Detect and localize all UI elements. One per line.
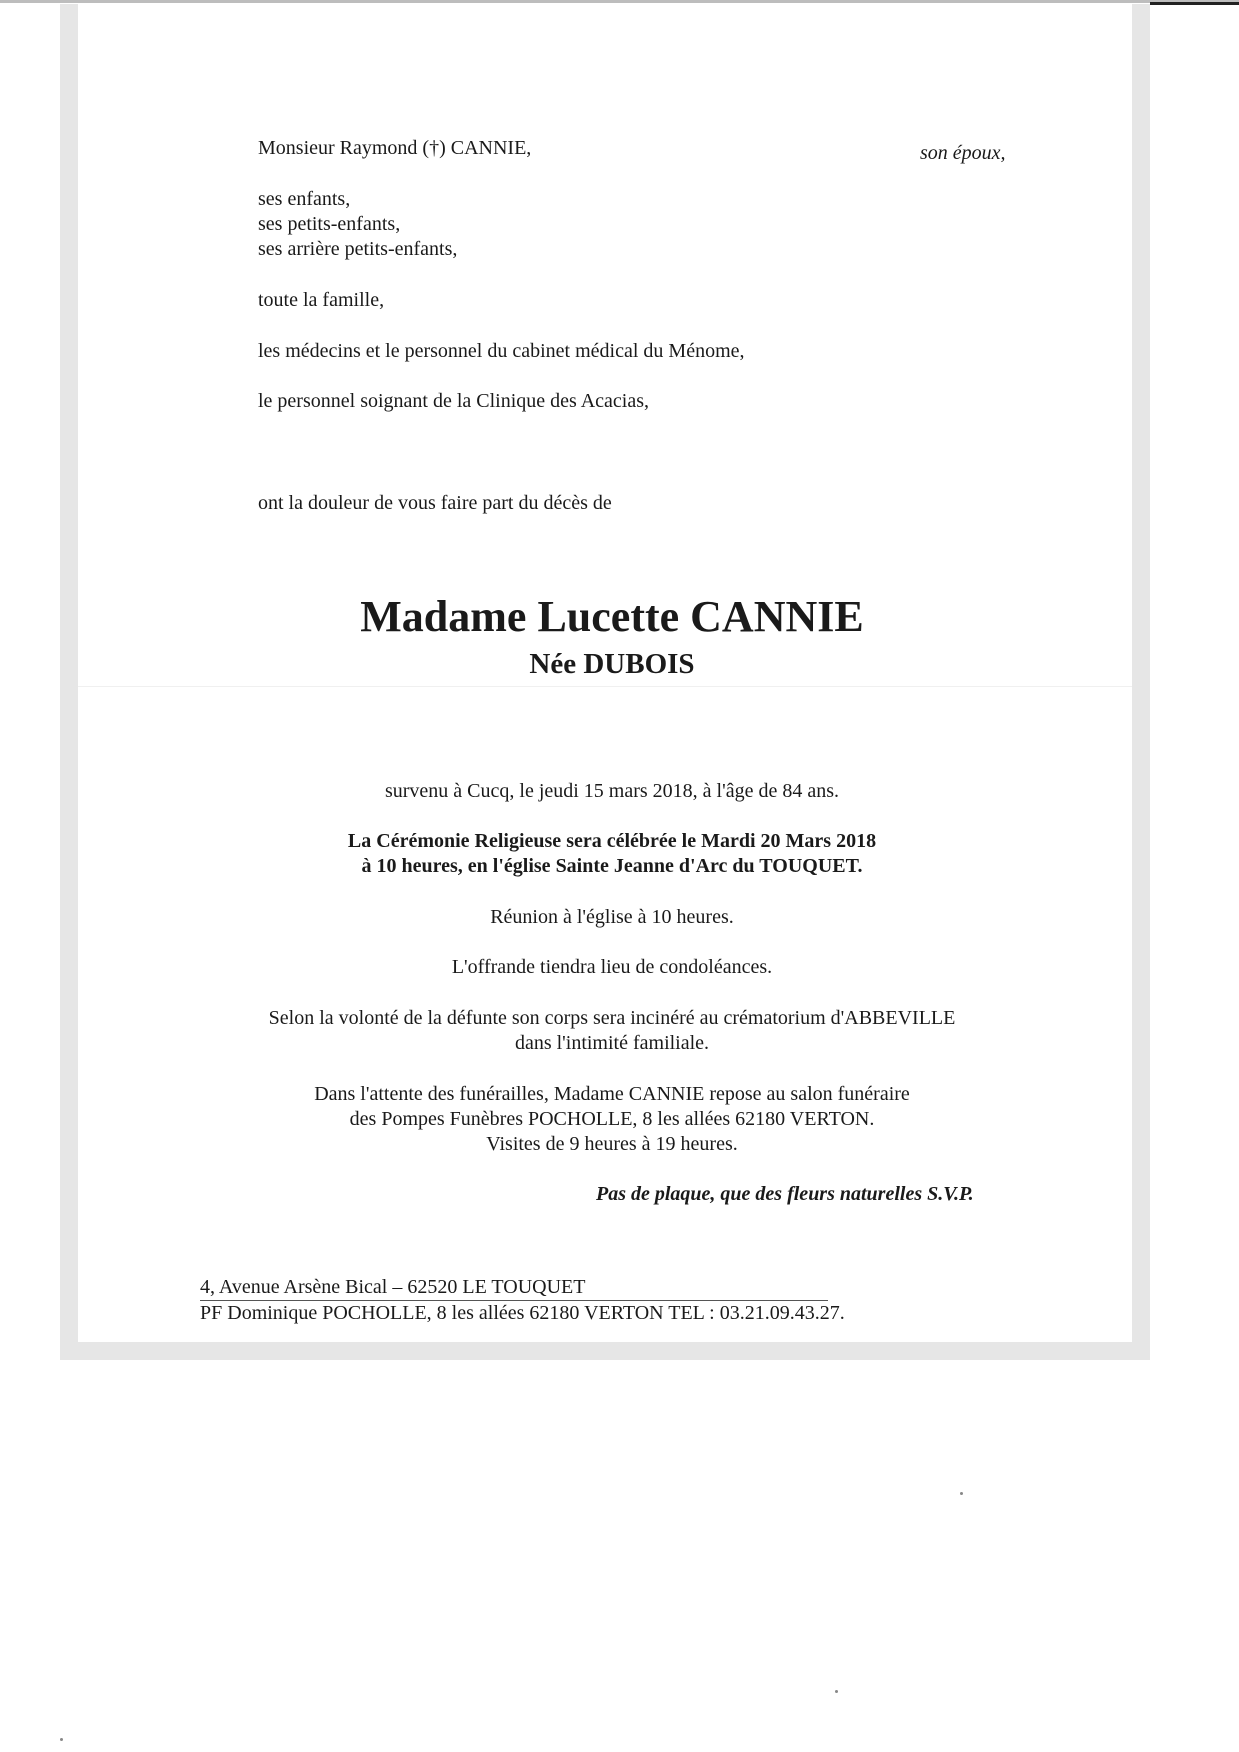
scan-speck <box>960 1492 963 1495</box>
spouse-line: Monsieur Raymond (†) CANNIE, <box>258 137 532 159</box>
offering-line: L'offrande tiendra lieu de condoléances. <box>451 956 773 978</box>
spouse-role: son époux, <box>920 142 1006 164</box>
ceremony-line-1: La Cérémonie Religieuse sera célébrée le Mardi 20 Mars 2018 <box>347 830 877 852</box>
ceremony-line-2: à 10 heures, en l'église Sainte Jeanne d'Arc du TOUQUET. <box>361 855 863 877</box>
scan-top-right-edge <box>1150 2 1239 5</box>
announcement-intro: ont la douleur de vous faire part du décès de <box>258 492 612 514</box>
cremation-line-1: Selon la volonté de la défunte son corps sera incinéré au crématorium d'ABBEVILLE <box>268 1007 956 1029</box>
grandchildren-line: ses petits-enfants, <box>258 213 401 235</box>
no-plaque-line: Pas de plaque, que des fleurs naturelles S.V.P. <box>596 1183 974 1205</box>
scan-speck <box>835 1690 838 1693</box>
repose-line-2: des Pompes Funèbres POCHOLLE, 8 les allées 62180 VERTON. <box>349 1108 875 1130</box>
meeting-line: Réunion à l'église à 10 heures. <box>490 906 734 928</box>
doctors-line: les médecins et le personnel du cabinet médical du Ménome, <box>258 340 745 362</box>
footer-address: 4, Avenue Arsène Bical – 62520 LE TOUQUET <box>200 1276 586 1298</box>
cremation-line-2: dans l'intimité familiale. <box>514 1032 710 1054</box>
repose-line-1: Dans l'attente des funérailles, Madame CANNIE repose au salon funéraire <box>314 1083 910 1105</box>
visits-line: Visites de 9 heures à 19 heures. <box>486 1133 738 1155</box>
maiden-name: Née DUBOIS <box>529 648 695 680</box>
great-grandchildren-line: ses arrière petits-enfants, <box>258 238 458 260</box>
footer-funeral-home: PF Dominique POCHOLLE, 8 les allées 62180 VERTON TEL : 03.21.09.43.27. <box>200 1302 845 1324</box>
fold-line <box>78 686 1132 687</box>
whole-family-line: toute la famille, <box>258 289 385 311</box>
children-line: ses enfants, <box>258 188 351 210</box>
death-info: survenu à Cucq, le jeudi 15 mars 2018, à l'âge de 84 ans. <box>384 780 840 802</box>
scan-speck <box>60 1738 63 1741</box>
clinic-staff-line: le personnel soignant de la Clinique des Acacias, <box>258 390 650 412</box>
scan-top-edge <box>0 0 1239 3</box>
deceased-name: Madame Lucette CANNIE <box>360 592 864 641</box>
